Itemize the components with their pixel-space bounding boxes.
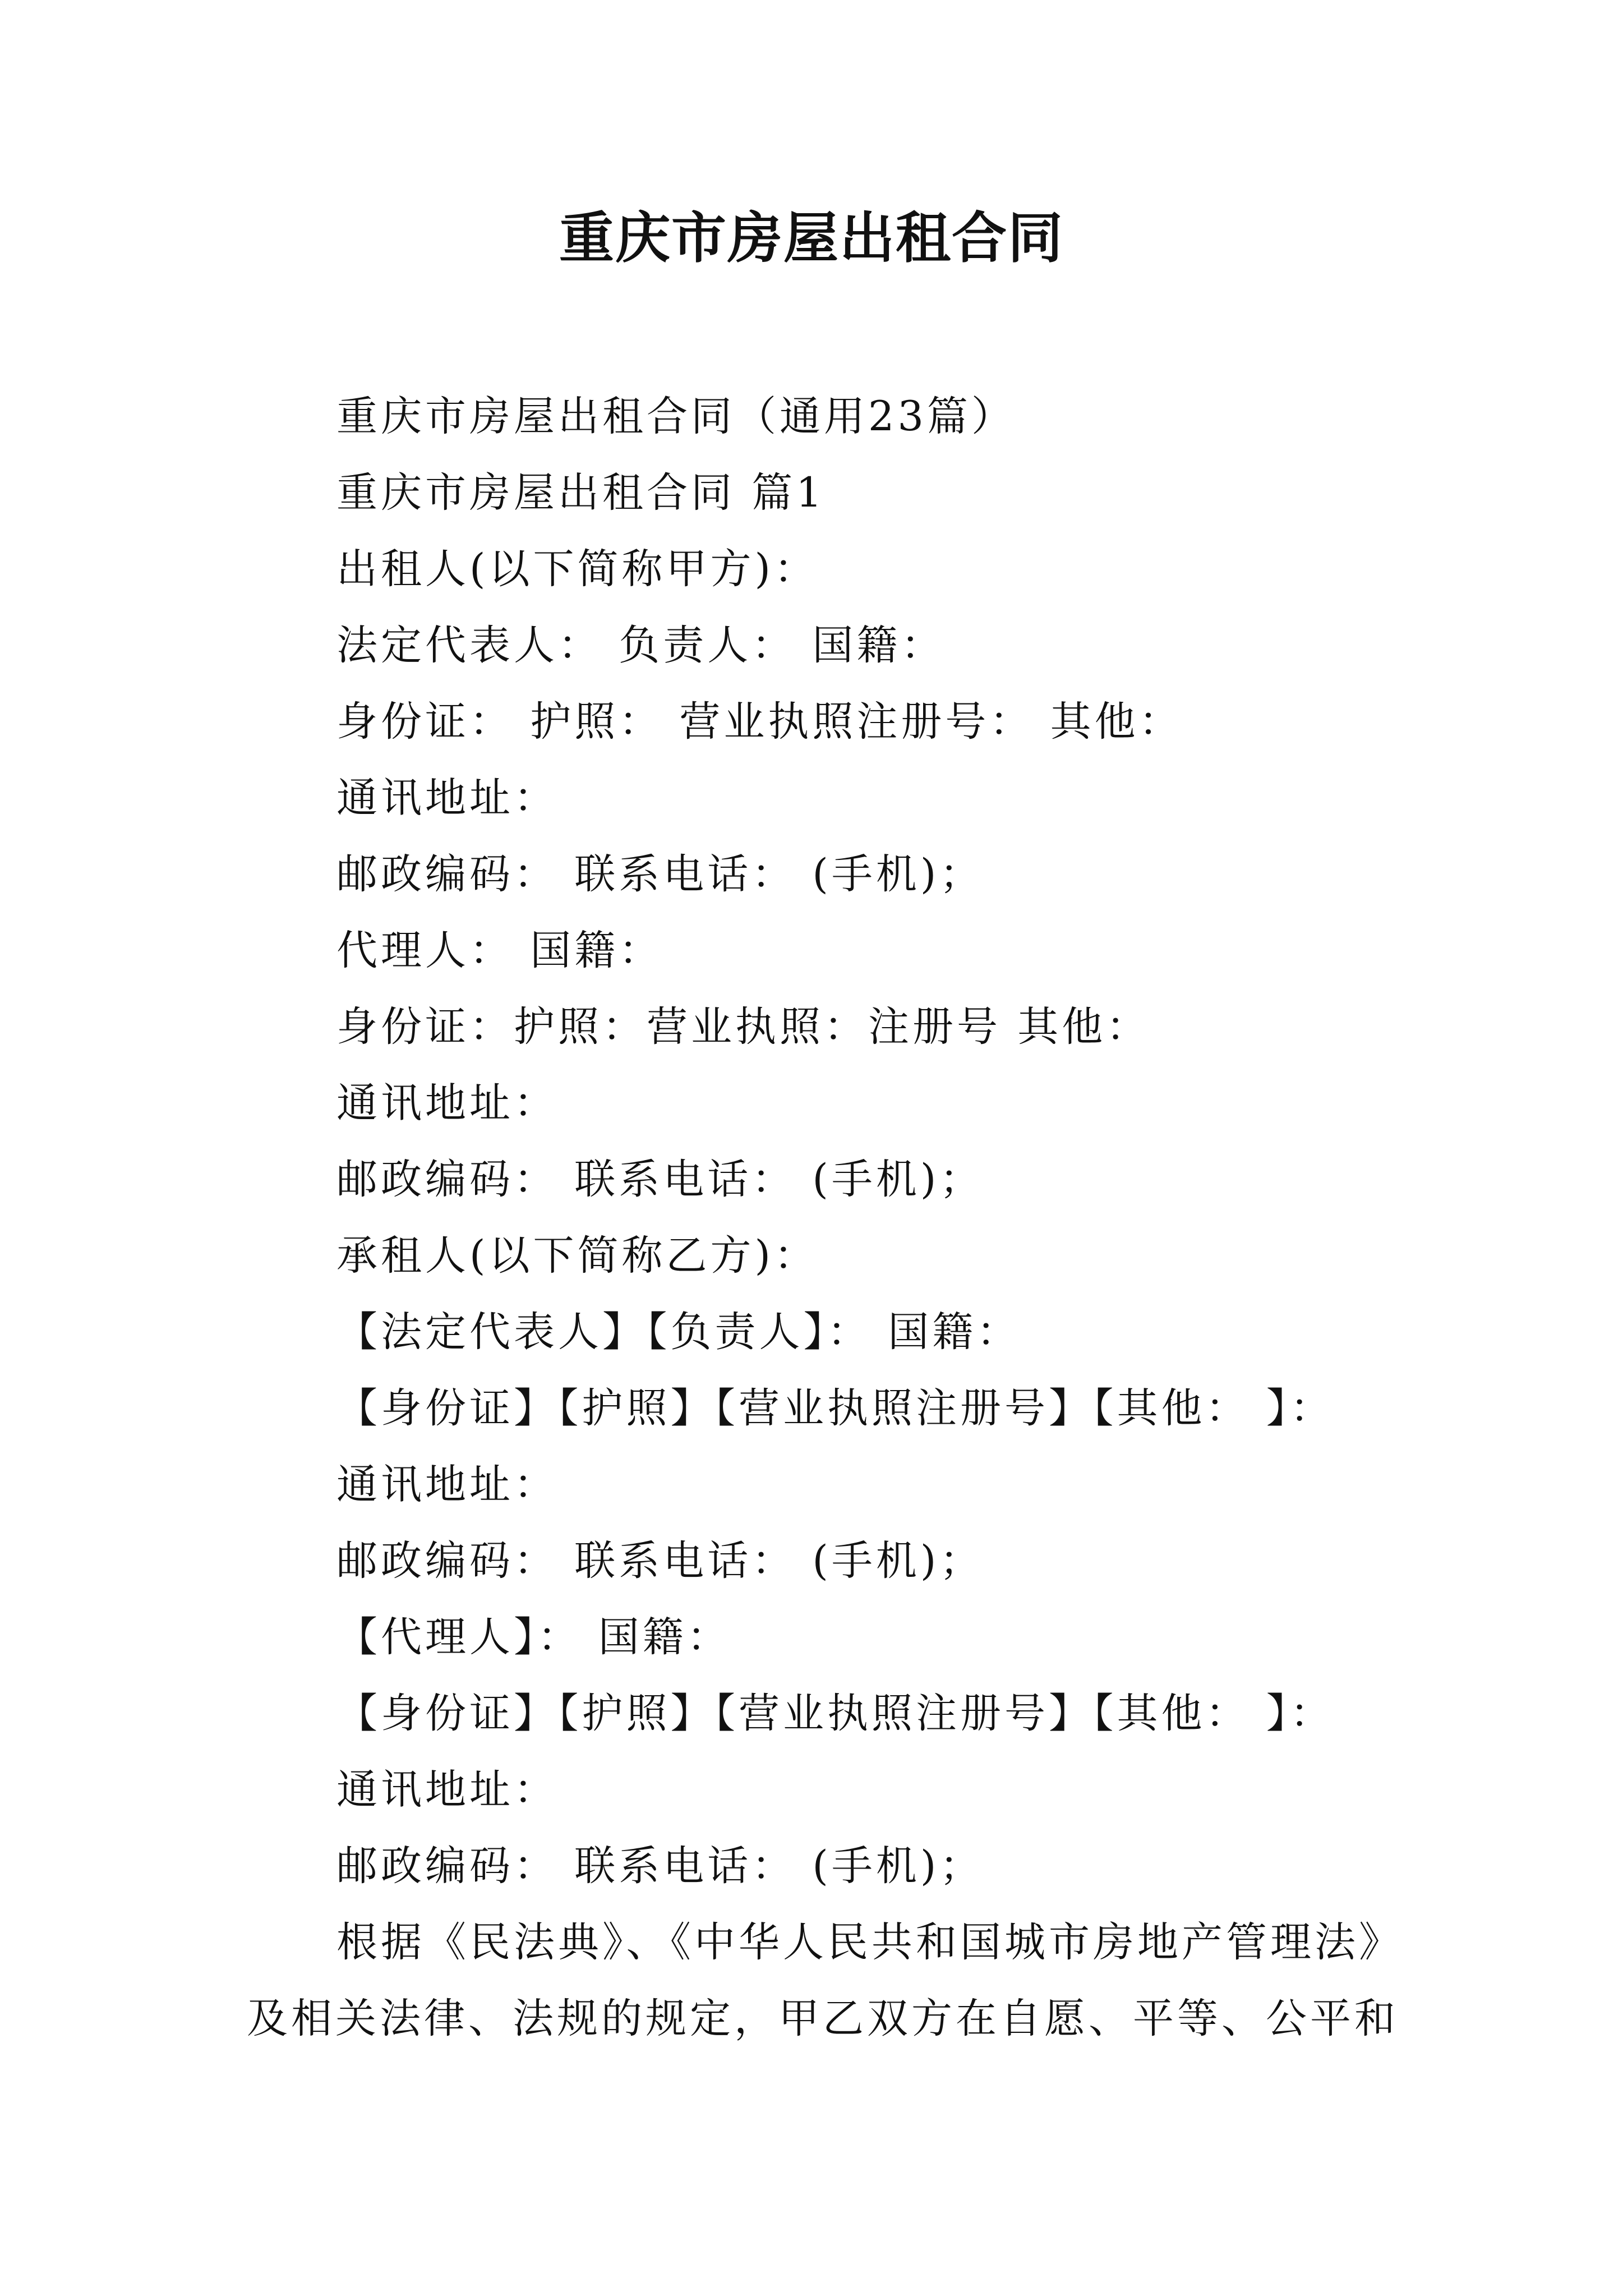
text-line: 通讯地址： xyxy=(336,774,558,822)
text-line: 通讯地址： xyxy=(336,1461,558,1508)
text-line: 承租人(以下简称乙方)： xyxy=(336,1232,818,1280)
text-line: 通讯地址： xyxy=(336,1079,558,1127)
text-line: 邮政编码： 联系电话： (手机)； xyxy=(336,1842,984,1890)
text-line: 代理人： 国籍： xyxy=(336,927,663,974)
text-line: 【法定代表人】【负责人】： 国籍： xyxy=(336,1308,1021,1356)
text-line: 法定代表人： 负责人： 国籍： xyxy=(336,622,946,669)
text-line: 【代理人】： 国籍： xyxy=(336,1613,731,1661)
text-line: 出租人(以下简称甲方)： xyxy=(336,545,818,593)
text-line: 邮政编码： 联系电话： (手机)； xyxy=(336,1537,984,1585)
text-line: 重庆市房屋出租合同 篇1 xyxy=(336,469,826,517)
text-line: 【身份证】【护照】【营业执照注册号】【其他： 】： xyxy=(336,1384,1335,1432)
text-line: 通讯地址： xyxy=(336,1766,558,1814)
text-line: 及相关法律、法规的规定，甲乙双方在自愿、平等、公平和 xyxy=(247,1995,1399,2042)
document-title: 重庆市房屋出租合同 xyxy=(559,206,1064,270)
text-line: 邮政编码： 联系电话： (手机)； xyxy=(336,1156,984,1203)
text-line: 根据《民法典》、《中华人民共和国城市房地产管理法》 xyxy=(336,1918,1403,1966)
text-line: 重庆市房屋出租合同（通用23篇） xyxy=(336,393,1016,440)
document-body xyxy=(247,379,1419,2057)
text-line: 身份证： 护照： 营业执照注册号： 其他： xyxy=(336,698,1183,746)
text-line: 邮政编码： 联系电话： (手机)； xyxy=(336,850,984,898)
text-line: 【身份证】【护照】【营业执照注册号】【其他： 】： xyxy=(336,1690,1335,1737)
text-line: 身份证：护照：营业执照：注册号 其他： xyxy=(336,1003,1151,1051)
